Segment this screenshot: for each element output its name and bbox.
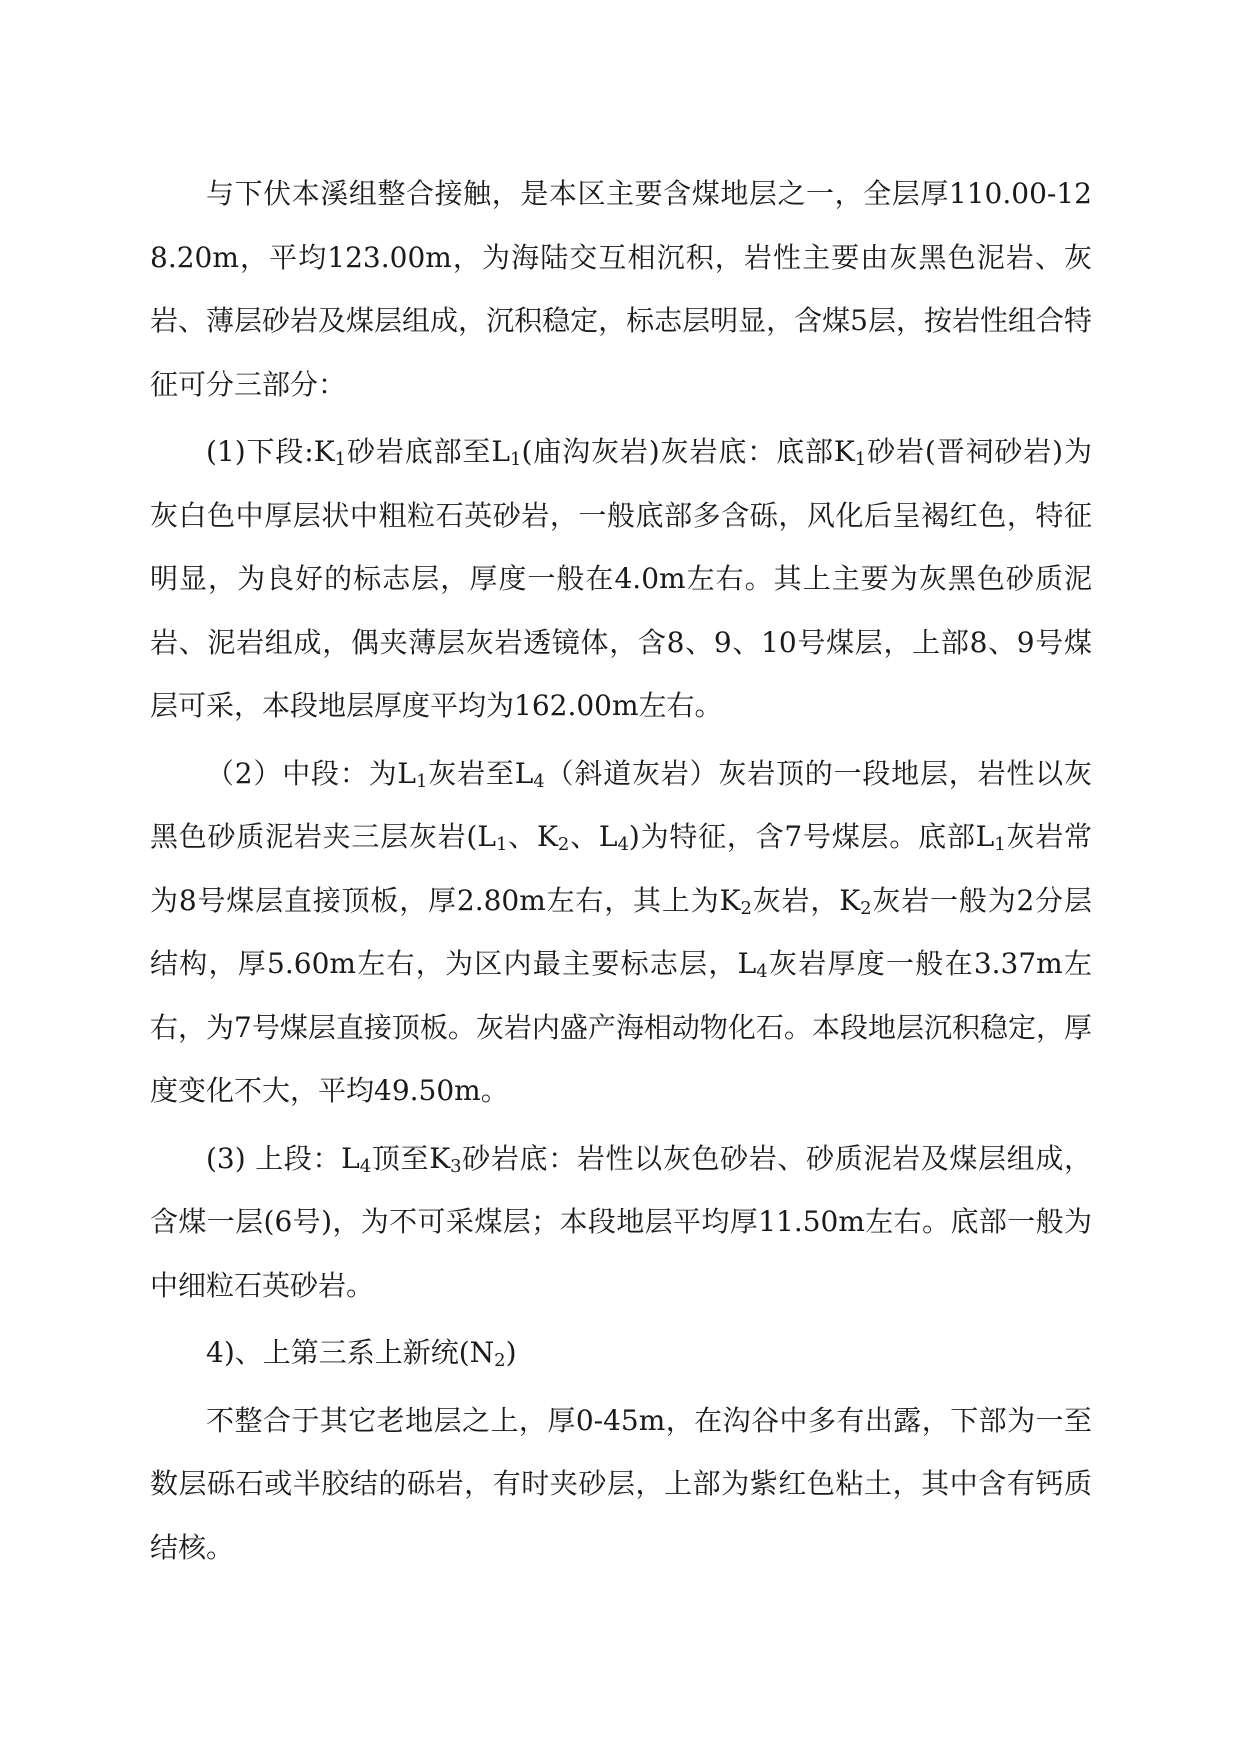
subscript: 4 (359, 1155, 372, 1177)
text-run: 灰岩至L (427, 756, 534, 790)
document-page (150, 162, 1092, 1579)
text-run: 与下伏本溪组整合接触，是本区主要含煤地层之一，全层厚110.00-128.20m，平均123.00m，为海陆交互相沉积，岩性主要由灰黑色泥岩、灰岩、薄层砂岩及煤层组成，沉积稳定，标志层明显，含煤5层，按岩性组合特征可分三部分： (150, 177, 1092, 401)
subscript: 4 (617, 834, 629, 855)
text-run: (1)下段:K (206, 435, 335, 468)
text-run: 灰岩厚度一般在3.37m左右，为7号煤层直接顶板。灰岩内盛产海相动物化石。本段地层沉积稳定，厚度变化不大，平均49.50m。 (150, 947, 1092, 1107)
subscript: 2 (494, 1350, 506, 1371)
text-run: 砂岩底部至L (346, 435, 510, 468)
subscript: 1 (509, 449, 522, 470)
paragraph-p2-lower-section (150, 420, 1092, 738)
text-run: 砂岩底：岩性以灰色砂岩、砂质泥岩及煤层组成，含煤一层(6号)，为不可采煤层；本段地层平均厚11.50m左右。底部一般为中细粒石英砂岩。 (150, 1141, 1092, 1302)
text-run: 4)、上第三系上新统(N (206, 1336, 495, 1369)
text-run: )为特征，含7号煤层。底部L (628, 820, 995, 853)
subscript: 3 (450, 1155, 462, 1177)
text-run: （斜道灰岩）灰岩顶的一段地层，岩性以灰黑色砂质泥岩夹三层灰岩(L (150, 756, 1092, 853)
subscript: 1 (854, 449, 867, 470)
paragraph-p4-upper-section (150, 1127, 1092, 1318)
subscript: 2 (557, 834, 570, 855)
text-run: 、L (569, 820, 618, 853)
text-run: 灰岩一般为2分层结构，厚5.60m左右，为区内最主要标志层，L (150, 883, 1092, 980)
text-run: (3) 上段：L (206, 1141, 360, 1175)
subscript: 1 (416, 770, 428, 792)
text-run: 砂岩(晋祠砂岩)为灰白色中厚层状中粗粒石英砂岩，一般底部多含砾，风化后呈褐红色，特征明显，为良好的标志层，厚度一般在4.0m左右。其上主要为灰黑色砂质泥岩、泥岩组成，偶夹薄层灰岩透镜体，含8、9、10号煤层，上部8、9号煤层可采，本段地层厚度平均为162.00m左右。 (150, 435, 1092, 722)
subscript: 1 (334, 449, 347, 470)
subscript: 2 (740, 897, 752, 919)
text-run: 灰岩，K (751, 883, 861, 917)
paragraph-p6 (150, 1389, 1092, 1580)
text-run: 顶至K (371, 1141, 451, 1175)
subscript: 4 (533, 770, 545, 792)
subscript: 1 (994, 834, 1006, 855)
text-run: 灰岩常为8号煤层直接顶板，厚2.80m左右，其上为K (150, 820, 1092, 917)
subscript: 4 (756, 961, 768, 982)
paragraph-p1 (150, 162, 1092, 416)
paragraph-p3-middle-section (150, 742, 1092, 1123)
subscript: 1 (495, 834, 508, 855)
text-run: 不整合于其它老地层之上，厚0-45m，在沟谷中多有出露，下部为一至数层砾石或半胶结的砾岩，有时夹砂层，上部为紫红色粘土，其中含有钙质结核。 (150, 1403, 1092, 1564)
text-run: (庙沟灰岩)灰岩底：底部K (521, 435, 855, 468)
text-run: 、K (507, 820, 558, 853)
text-run: （2）中段：为L (206, 756, 417, 790)
section-heading-neogene (150, 1321, 1092, 1385)
subscript: 2 (860, 897, 872, 919)
text-run: ) (505, 1336, 517, 1369)
